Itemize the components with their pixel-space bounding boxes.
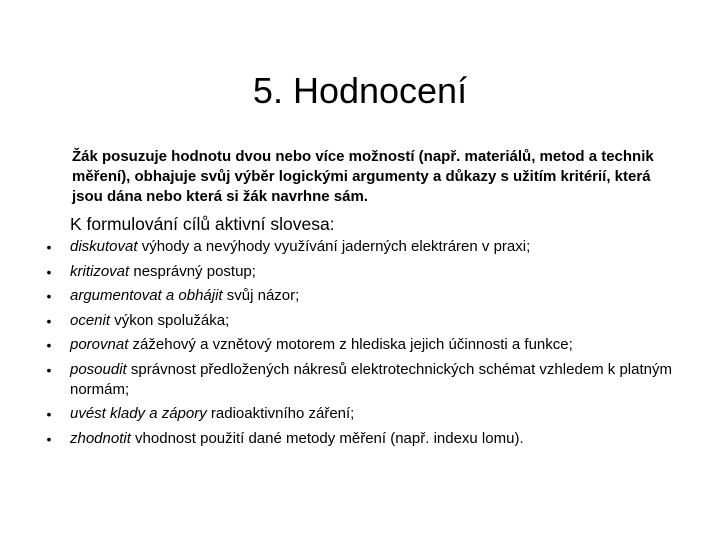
item-text: radioaktivního záření; xyxy=(206,405,355,422)
list-item xyxy=(0,429,720,449)
verb-list xyxy=(0,237,720,453)
bullet-icon: • xyxy=(46,263,52,280)
bullet-icon: • xyxy=(46,312,52,329)
bullet-icon: • xyxy=(46,406,52,422)
verb-text: diskutovat xyxy=(70,238,138,255)
verbs-subheading: K formulování cílů aktivní slovesa: xyxy=(70,214,335,234)
list-item xyxy=(0,311,720,331)
slide-title: 5. Hodnocení xyxy=(252,70,468,112)
bullet-icon: • xyxy=(46,288,52,304)
verb-text: argumentovat a obhájit xyxy=(70,287,223,304)
list-item xyxy=(0,237,720,257)
verb-text: zhodnotit xyxy=(70,429,131,447)
list-item xyxy=(0,360,720,400)
bullet-icon: • xyxy=(46,239,52,255)
bullet-icon: • xyxy=(46,430,52,447)
verb-text: porovnat xyxy=(70,336,129,353)
list-item xyxy=(0,335,720,355)
list-item xyxy=(0,262,720,282)
item-text: nesprávný postup; xyxy=(129,262,256,280)
intro-paragraph: Žák posuzuje hodnotu dvou nebo více možností (např. materiálů, metod a technik měření), obhajuje svůj výběr logickými argumenty a důkazy s užitím kritérií, která jsou dána nebo která si žák navrhne sám. xyxy=(72,148,654,205)
item-text: výkon spolužáka; xyxy=(110,311,230,329)
bullet-icon: • xyxy=(46,337,52,353)
list-item xyxy=(0,286,720,306)
list-item xyxy=(0,404,720,424)
verb-text: posoudit xyxy=(70,360,127,378)
item-text: vhodnost použití dané metody měření (např. indexu lomu). xyxy=(130,429,524,447)
item-text: zážehový a vznětový motorem z hlediska jejich účinnosti a funkce; xyxy=(128,336,573,353)
item-text: svůj názor; xyxy=(222,287,300,304)
verb-text: uvést klady a zápory xyxy=(70,405,207,422)
verb-text: kritizovat xyxy=(70,262,130,280)
item-text: výhody a nevýhody využívání jaderných elektráren v praxi; xyxy=(137,238,531,255)
bullet-icon: • xyxy=(46,361,52,378)
verb-text: ocenit xyxy=(70,311,111,329)
item-text: správnost předložených nákresů elektrotechnických schémat vzhledem k platným normám; xyxy=(70,360,672,398)
